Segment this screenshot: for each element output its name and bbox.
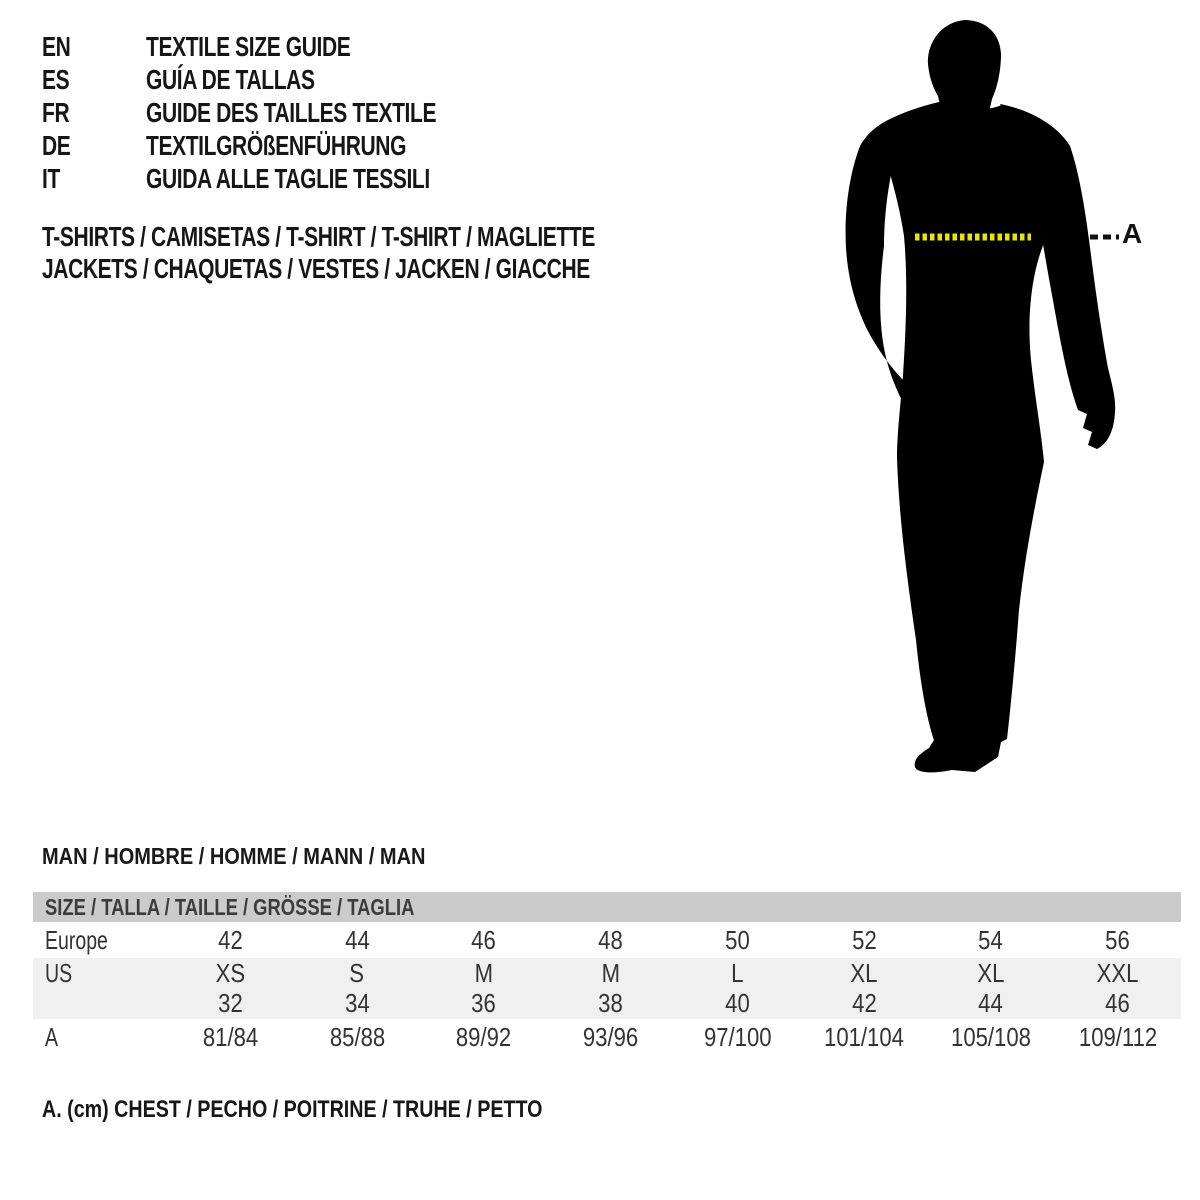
cell-value: XXL: [1096, 958, 1139, 988]
cell-value: 40: [725, 988, 750, 1018]
language-guide-title: TEXTILE SIZE GUIDE: [146, 30, 351, 62]
language-code: EN: [42, 30, 71, 62]
measurement-footnote: A. (cm) CHEST / PECHO / POITRINE / TRUHE / PETTO: [42, 1096, 543, 1123]
category-line-jackets: JACKETS / CHAQUETAS / VESTES / JACKEN / GIACCHE: [42, 253, 590, 284]
cell-value: 34: [344, 988, 370, 1018]
table-row-us: [33, 958, 1181, 988]
cell-value: 81/84: [202, 1022, 259, 1052]
cell-value: 109/112: [1078, 1022, 1157, 1052]
cell-value: 38: [598, 988, 623, 1018]
cell-value: 42: [851, 988, 877, 1018]
language-guide-title: GUIDA ALLE TAGLIE TESSILI: [146, 162, 430, 194]
cell-value: M: [474, 958, 494, 988]
section-title-man: MAN / HOMBRE / HOMME / MANN / MAN: [42, 843, 426, 869]
table-row-europe: [33, 922, 1181, 958]
size-table: [33, 892, 1181, 1056]
language-guide-title: GUÍA DE TALLAS: [146, 63, 315, 95]
category-line-tshirts: T-SHIRTS / CAMISETAS / T-SHIRT / T-SHIRT / MAGLIETTE: [42, 221, 595, 252]
cell-value: 85/88: [329, 1022, 385, 1052]
language-guide-title: TEXTILGRÖßENFÜHRUNG: [146, 129, 407, 161]
cell-value: 50: [725, 924, 750, 955]
language-code: IT: [42, 162, 60, 194]
row-label: A: [45, 1022, 59, 1052]
cell-value: 56: [1105, 924, 1130, 955]
cell-value: 48: [598, 924, 623, 955]
size-table-header-label: SIZE / TALLA / TAILLE / GRÖSSE / TAGLIA: [45, 893, 415, 920]
row-label: US: [45, 958, 73, 988]
table-row-chest-a: [33, 1019, 1181, 1056]
language-code: ES: [42, 63, 70, 95]
cell-value: 97/100: [703, 1022, 772, 1052]
cell-value: 93/96: [582, 1022, 639, 1052]
language-code: FR: [42, 96, 70, 128]
cell-value: 44: [978, 988, 1004, 1018]
cell-value: S: [349, 958, 365, 988]
measurement-label-a: A: [1122, 218, 1143, 249]
cell-value: XL: [977, 958, 1005, 988]
cell-value: 44: [344, 924, 370, 955]
cell-value: XS: [215, 958, 246, 988]
table-row-numeric: [33, 988, 1181, 1019]
cell-value: L: [731, 958, 744, 988]
cell-value: 52: [851, 924, 877, 955]
cell-value: 36: [471, 988, 497, 1018]
cell-value: 46: [1105, 988, 1130, 1018]
cell-value: 101/104: [824, 1022, 905, 1052]
cell-value: 42: [218, 924, 243, 955]
cell-value: 105/108: [950, 1022, 1031, 1052]
cell-value: 89/92: [456, 1022, 512, 1052]
cell-value: M: [601, 958, 620, 988]
cell-value: XL: [850, 958, 878, 988]
cell-value: 54: [978, 924, 1004, 955]
cell-value: 32: [218, 988, 243, 1018]
cell-value: 46: [471, 924, 497, 955]
language-guide-title: GUIDE DES TAILLES TEXTILE: [146, 96, 437, 128]
row-label: Europe: [45, 924, 108, 955]
size-table-header: [33, 892, 1181, 922]
language-code: DE: [42, 129, 71, 161]
